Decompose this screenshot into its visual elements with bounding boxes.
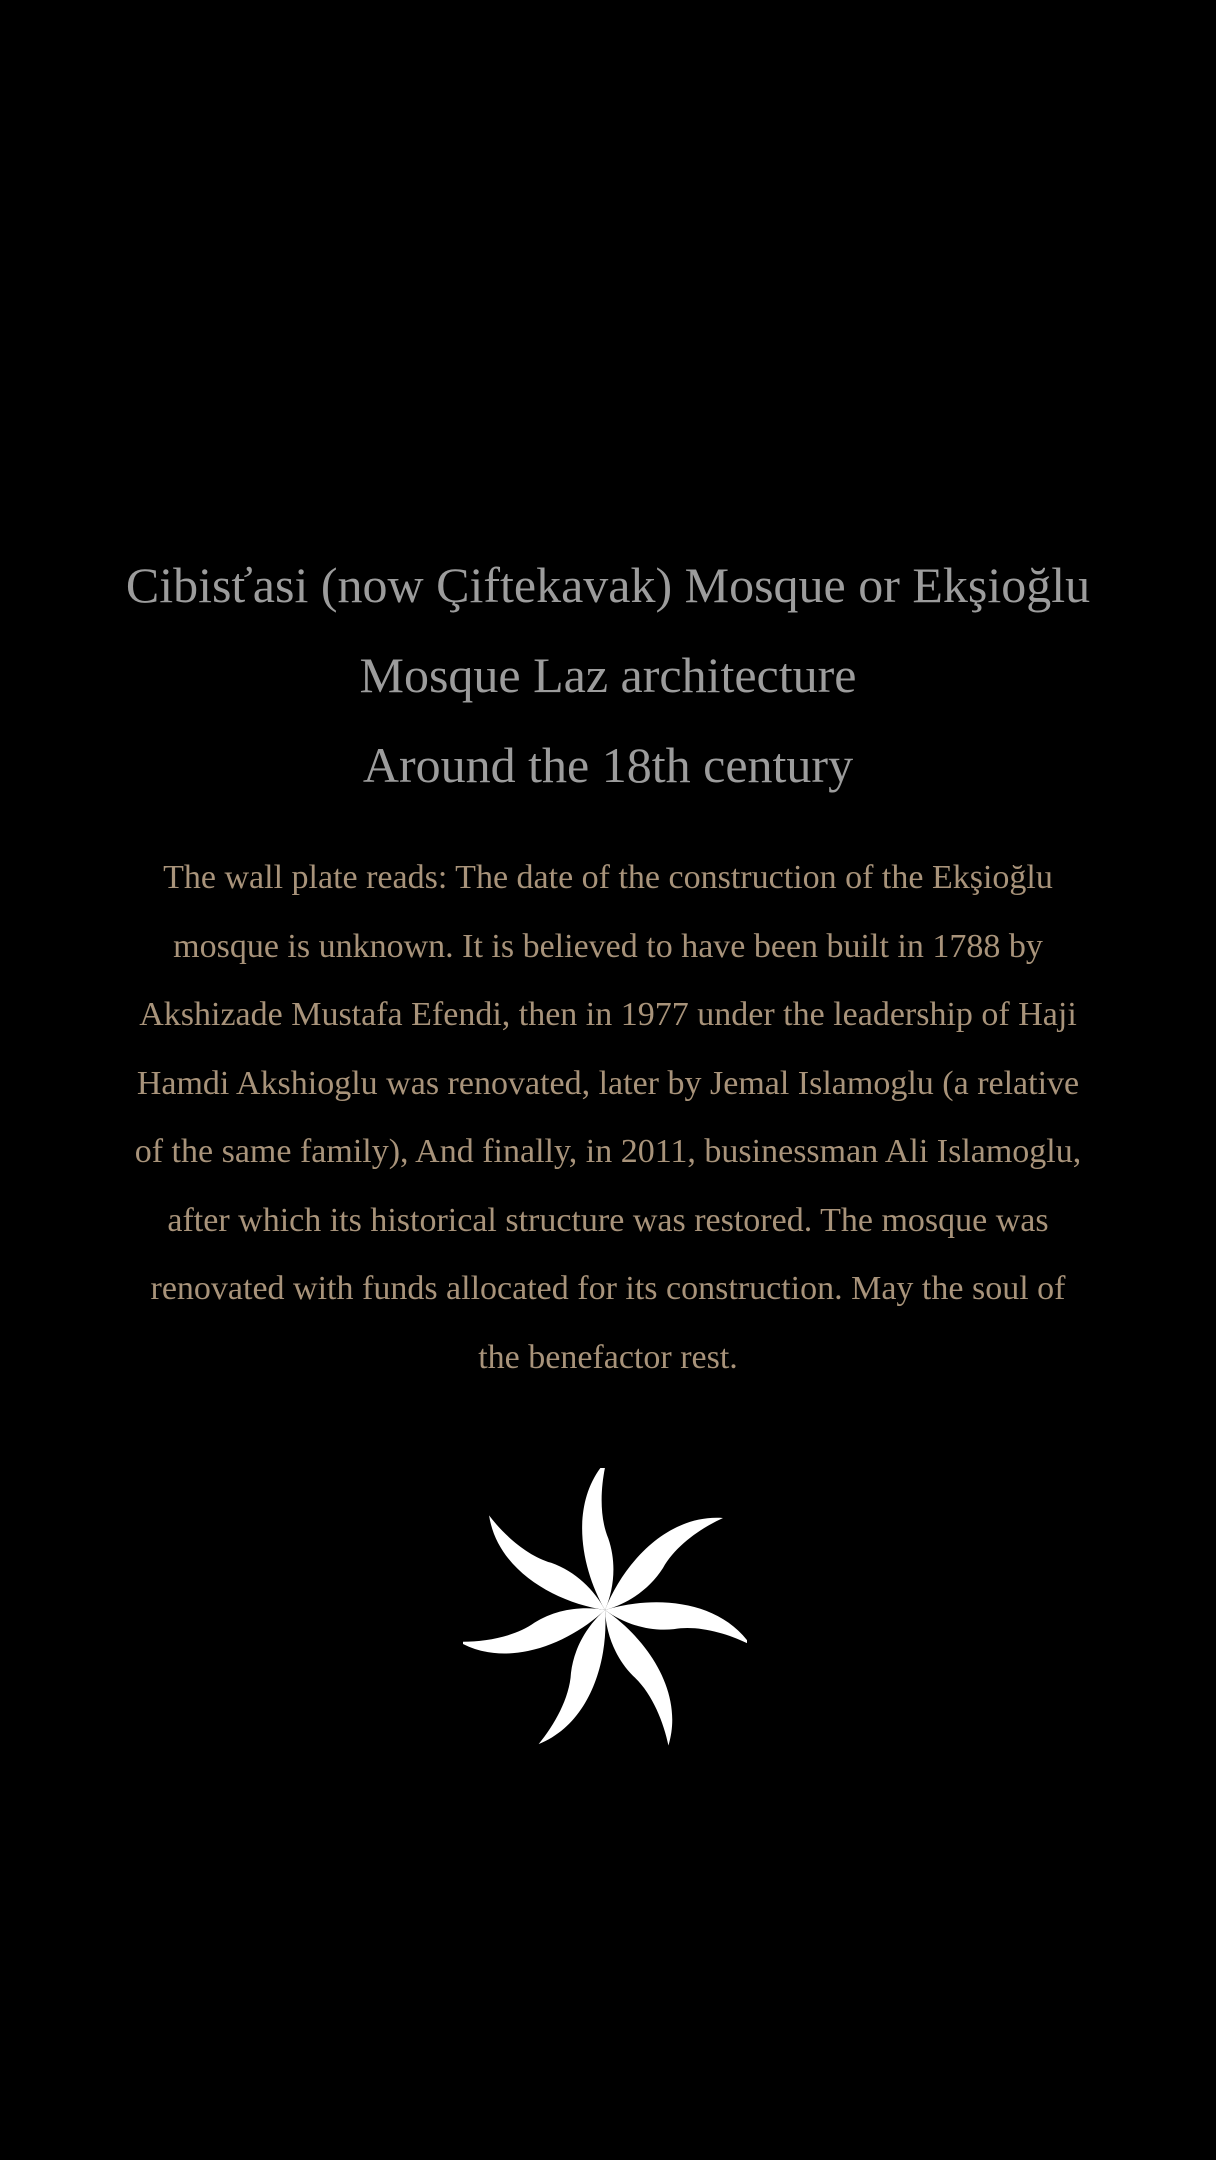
body-line-4: Hamdi Akshioglu was renovated, later by Jemal Islamoglu (a relative [136,1064,1080,1102]
body-line-5: of the same family), And finally, in 2011, businessman Ali Islamoglu, [134,1133,1082,1170]
body-line-6: after which its historical structure was restored. The mosque was [167,1201,1049,1239]
body-line-1: The wall plate reads: The date of the construction of the Ekşioğlu [163,859,1053,896]
swirl-blade [605,1518,723,1610]
page-title [0,540,1216,810]
body-line-8: the benefactor rest. [478,1338,738,1376]
body-line-7: renovated with funds allocated for its construction. May the soul of [150,1270,1066,1307]
title-line-3: Around the 18th century [362,737,854,793]
plate-description [0,844,1216,1392]
swirl-rosette-icon [463,1468,747,1752]
body-line-2: mosque is unknown. It is believed to have been built in 1788 by [173,927,1043,965]
title-line-2: Mosque Laz architecture [359,647,857,703]
body-line-3: Akshizade Mustafa Efendi, then in 1977 under the leadership of Haji [139,996,1077,1033]
title-line-1: Cibisťasi (now Çiftekavak) Mosque or Ekşioğlu [125,557,1091,613]
